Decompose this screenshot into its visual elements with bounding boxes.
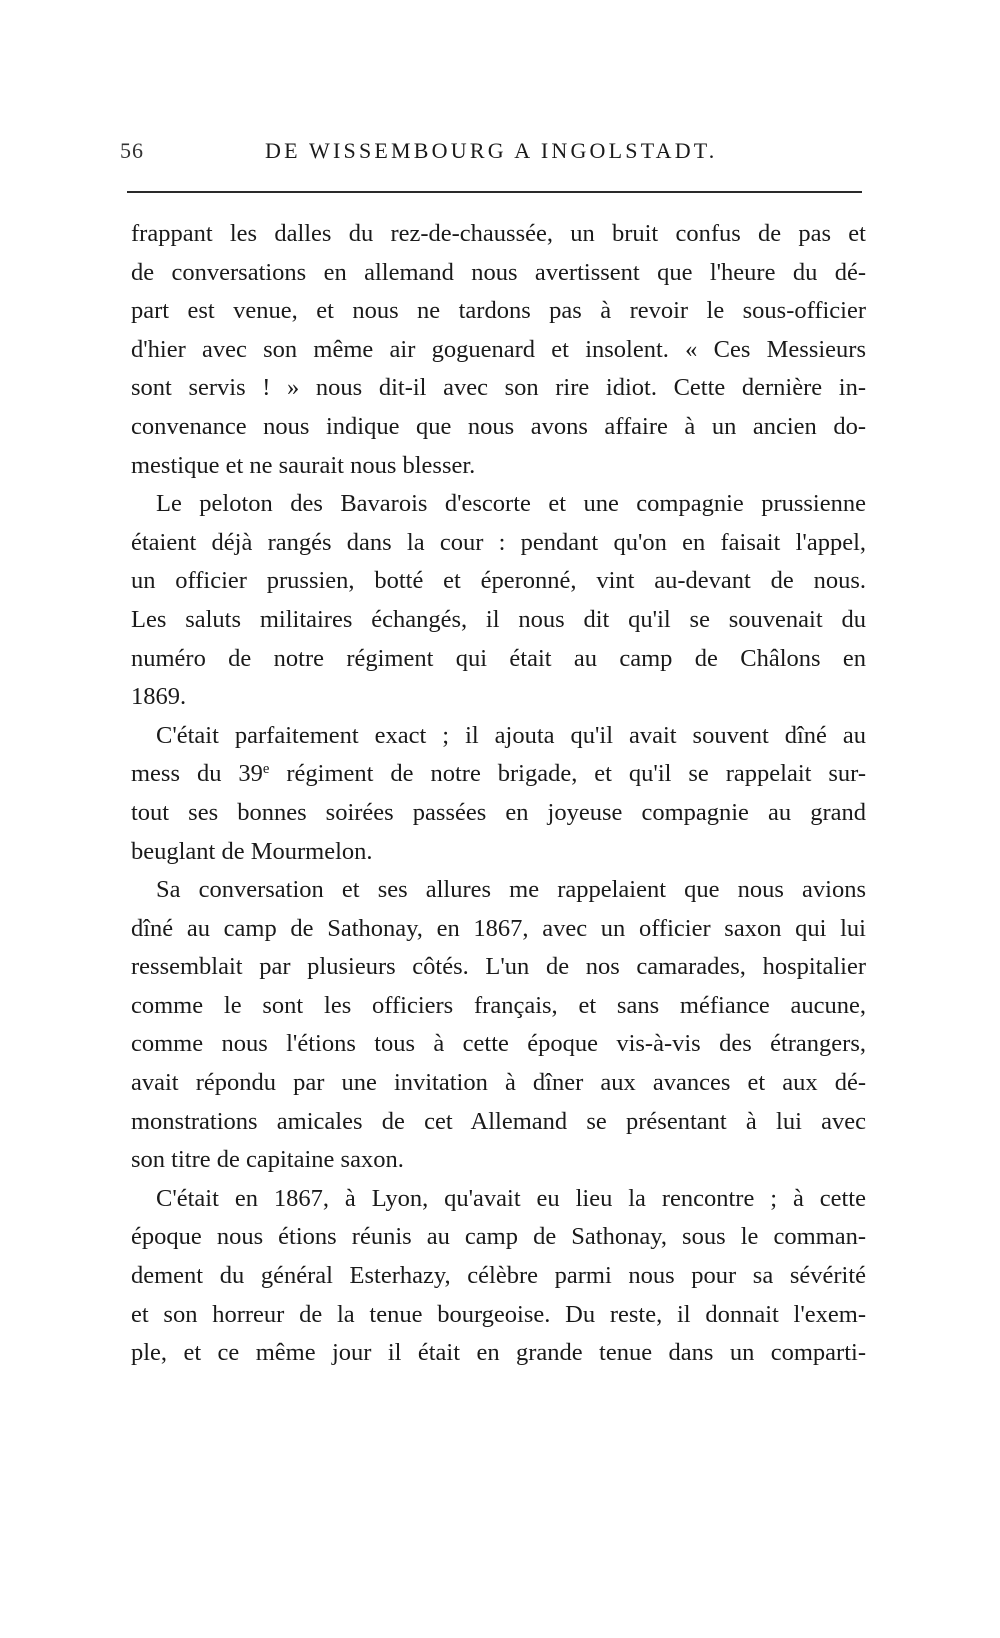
- ordinal-superscript: e: [262, 761, 270, 778]
- text-line: monstrations amicales de cet Allemand se présentant à lui avec: [131, 1107, 866, 1135]
- running-title: DE WISSEMBOURG A INGOLSTADT.: [265, 138, 718, 163]
- paragraph: [131, 485, 866, 717]
- paragraph: [131, 1180, 866, 1373]
- text-line: époque nous étions réunis au camp de Sathonay, sous le comman-: [131, 1223, 866, 1251]
- text-line: un officier prussien, botté et éperonné, vint au-devant de nous.: [131, 567, 866, 595]
- text-segment: régiment de notre brigade, et qu'il se rappelait sur-: [269, 760, 866, 788]
- text-line: Le peloton des Bavarois d'escorte et une compagnie prussienne: [156, 490, 866, 518]
- text-line: sont servis ! » nous dit-il avec son rire idiot. Cette dernière in-: [131, 374, 866, 402]
- text-line: dement du général Esterhazy, célèbre parmi nous pour sa sévérité: [131, 1262, 866, 1290]
- text-line: comme le sont les officiers français, et sans méfiance aucune,: [131, 991, 866, 1019]
- paragraph: [131, 215, 866, 485]
- text-line: part est venue, et nous ne tardons pas à revoir le sous-officier: [131, 297, 866, 325]
- text-segment: mess du 39: [131, 760, 263, 788]
- text-line: dîné au camp de Sathonay, en 1867, avec un officier saxon qui lui: [131, 914, 866, 942]
- text-line: tout ses bonnes soirées passées en joyeuse compagnie au grand: [131, 798, 866, 826]
- text-line: comme nous l'étions tous à cette époque vis-à-vis des étrangers,: [131, 1030, 866, 1058]
- text-line: C'était en 1867, à Lyon, qu'avait eu lieu la rencontre ; à cette: [156, 1184, 866, 1212]
- page-header: [120, 138, 880, 172]
- text-line: ressemblait par plusieurs côtés. L'un de nos camarades, hospitalier: [131, 953, 866, 981]
- text-line: beuglant de Mourmelon.: [131, 837, 373, 865]
- text-line: ple, et ce même jour il était en grande tenue dans un comparti-: [131, 1339, 866, 1367]
- text-line: son titre de capitaine saxon.: [131, 1146, 404, 1174]
- text-line: de conversations en allemand nous avertissent que l'heure du dé-: [131, 258, 866, 286]
- text-line: C'était parfaitement exact ; il ajouta qu'il avait souvent dîné au: [156, 721, 866, 749]
- text-line: Les saluts militaires échangés, il nous dit qu'il se souvenait du: [131, 605, 866, 633]
- page-number: 56: [120, 138, 144, 163]
- paragraph: [131, 871, 866, 1180]
- text-line: [131, 755, 866, 794]
- text-line: convenance nous indique que nous avons affaire à un ancien do-: [131, 412, 866, 440]
- text-line: numéro de notre régiment qui était au camp de Châlons en: [131, 644, 866, 672]
- text-line: avait répondu par une invitation à dîner aux avances et aux dé-: [131, 1069, 866, 1097]
- body-text: [131, 215, 866, 1373]
- text-line: frappant les dalles du rez-de-chaussée, un bruit confus de pas et: [131, 220, 866, 247]
- header-rule: [127, 191, 862, 193]
- text-line: mestique et ne saurait nous blesser.: [131, 451, 476, 479]
- text-line: Sa conversation et ses allures me rappelaient que nous avions: [156, 876, 866, 904]
- text-line: d'hier avec son même air goguenard et insolent. « Ces Messieurs: [131, 335, 866, 363]
- text-line: et son horreur de la tenue bourgeoise. Du reste, il donnait l'exem-: [131, 1300, 866, 1328]
- text-line: étaient déjà rangés dans la cour : pendant qu'on en faisait l'appel,: [131, 528, 866, 556]
- paragraph: [131, 717, 866, 871]
- text-line: 1869.: [131, 683, 187, 711]
